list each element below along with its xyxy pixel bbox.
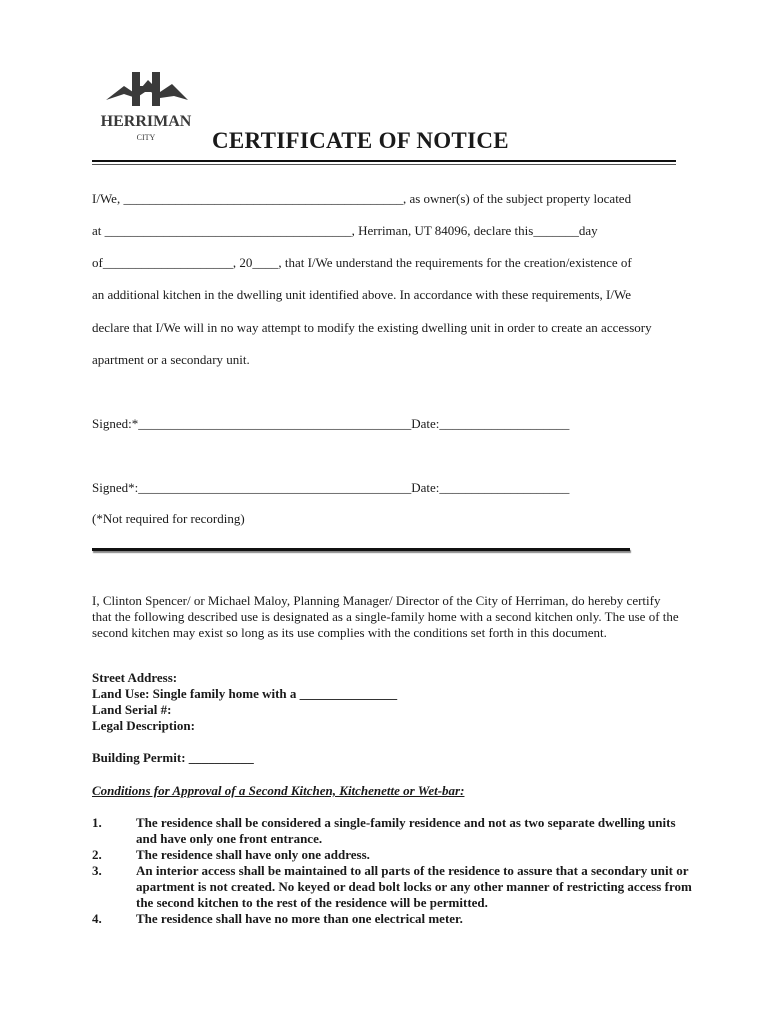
declaration-line-2: at ______________________________________, Herriman, UT 84096, declare this_______day (92, 223, 598, 238)
title-divider (92, 160, 676, 162)
declaration-line-6: apartment or a secondary unit. (92, 352, 250, 367)
page-title: CERTIFICATE OF NOTICE (212, 128, 509, 153)
declaration-line-3: of____________________, 20____, that I/We understand the requirements for the creation/existence of (92, 255, 632, 270)
condition-number: 1. (92, 815, 102, 830)
declaration-line-4: an additional kitchen in the dwelling unit identified above. In accordance with these requirements, I/We (92, 287, 631, 302)
condition-text: An interior access shall be maintained to all parts of the residence to assure that a secondary unit or apartment is not created. No keyed or dead bolt locks or any other manner of restricting access from the second kitchen to the rest of the residence will be permitted. (136, 863, 692, 910)
condition-item (92, 863, 692, 911)
conditions-heading: Conditions for Approval of a Second Kitchen, Kitchenette or Wet-bar: (92, 783, 465, 798)
signature-line-2: Signed*:__________________________________________Date:____________________ (92, 480, 570, 495)
herriman-city-logo (96, 68, 196, 148)
condition-item (92, 815, 692, 847)
condition-text: The residence shall have only one address. (136, 847, 370, 862)
condition-item (92, 911, 692, 927)
section-divider (92, 548, 630, 551)
condition-text: The residence shall be considered a single-family residence and not as two separate dwelling units and have only one front entrance. (136, 815, 676, 846)
condition-number: 4. (92, 911, 102, 926)
condition-number: 3. (92, 863, 102, 878)
legal-description-label: Legal Description: (92, 718, 195, 733)
building-permit-label: Building Permit: __________ (92, 750, 254, 765)
signature-line-1: Signed:*__________________________________________Date:____________________ (92, 416, 570, 431)
certification-paragraph: I, Clinton Spencer/ or Michael Maloy, Planning Manager/ Director of the City of Herriman, do hereby certify that the following described use is designated as a single-family home with a second kitchen only. The use of the second kitchen may exist so long as its use complies with the conditions set forth in this document. (92, 593, 679, 640)
declaration-line-1: I/We, ___________________________________________, as owner(s) of the subject property located (92, 191, 632, 206)
condition-number: 2. (92, 847, 102, 862)
condition-item (92, 847, 692, 863)
land-use-label: Land Use: Single family home with a _______________ (92, 686, 398, 701)
condition-text: The residence shall have no more than one electrical meter. (136, 911, 463, 926)
declaration-line-5: declare that I/We will in no way attempt to modify the existing dwelling unit in order to create an accessory (92, 320, 652, 335)
svg-text:HERRIMAN: HERRIMAN (100, 113, 192, 130)
svg-text:CITY: CITY (136, 133, 156, 142)
herriman-logo-icon (96, 68, 196, 148)
street-address-label: Street Address: (92, 670, 178, 685)
title-divider-thin (92, 164, 676, 165)
land-serial-label: Land Serial #: (92, 702, 172, 717)
recording-note: (*Not required for recording) (92, 511, 245, 526)
